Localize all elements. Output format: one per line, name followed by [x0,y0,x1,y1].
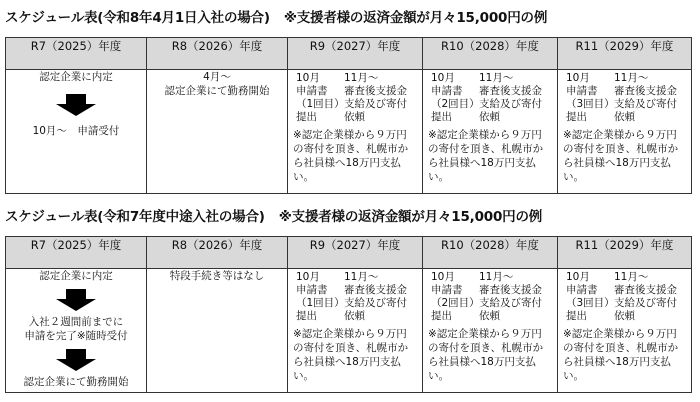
year-date: 10月 [296,271,320,283]
flow-step-start-work: 認定企業にて勤務開始 [23,376,129,388]
year-review: 審査後支援金 [344,85,407,97]
year-round: （3回目） [566,297,615,309]
header-r11: R11（2029）年度 [558,38,692,70]
year-payment: 支給及び寄付 [344,98,407,110]
year-round: （1回目） [296,297,345,309]
r10-cell [423,70,558,194]
r8-line2: 認定企業にて勤務開始 [164,85,270,97]
body-row [6,70,692,194]
r10-cell [423,269,558,393]
year-round: （1回目） [296,98,345,110]
r11-cell [558,70,692,194]
header-r11: R11（2029）年度 [558,237,692,269]
body-row [6,269,692,393]
year-round: （2回目） [431,297,480,309]
header-r9: R9（2027）年度 [288,237,423,269]
year-note: ※認定企業様から９万円の寄付を頂き、札幌市から社員様へ18万円支払い。 [428,328,544,382]
year-review: 審査後支援金 [479,284,542,296]
year-request: 依頼 [479,111,500,123]
year-date: 10月 [566,271,590,283]
year-request: 依頼 [344,111,365,123]
schedule-title-text: スケジュール表(令和8年4月1日入社の場合) [5,10,270,26]
year-from: 11月～ [614,72,649,84]
r7-cell [6,269,147,393]
r11-cell [558,269,692,393]
year-round: （3回目） [566,98,615,110]
year-submit: 提出 [431,310,452,322]
year-review: 審査後支援金 [614,284,677,296]
flow-step-application: 10月～ 申請受付 [32,125,120,137]
year-note: ※認定企業様から９万円の寄付を頂き、札幌市から社員様へ18万円支払い。 [293,328,409,382]
year-note: ※認定企業様から９万円の寄付を頂き、札幌市から社員様へ18万円支払い。 [293,129,409,183]
header-r9: R9（2027）年度 [288,38,423,70]
schedule-title-text: スケジュール表(令和7年度中途入社の場合) [5,209,265,225]
r9-cell [288,269,423,393]
year-from: 11月～ [344,72,379,84]
year-review: 審査後支援金 [614,85,677,97]
schedule-note: ※支援者様の返済金額が月々15,000円の例 [278,209,543,225]
r8-cell [147,269,288,393]
year-from: 11月～ [479,271,514,283]
year-form: 申請書 [431,85,463,97]
year-payment: 支給及び寄付 [479,98,542,110]
r8-line1: 特段手続き等はなし [169,270,265,282]
year-submit: 提出 [431,111,452,123]
year-payment: 支給及び寄付 [614,297,677,309]
header-r8: R8（2026）年度 [147,237,288,269]
year-from: 11月～ [614,271,649,283]
r7-flow [6,70,146,138]
down-arrow-icon [56,299,96,311]
year-request: 依頼 [614,310,635,322]
header-r10: R10（2028）年度 [423,237,558,269]
header-row [6,237,692,269]
year-payment: 支給及び寄付 [479,297,542,309]
year-form: 申請書 [431,284,463,296]
flow-step-offer: 認定企業に内定 [39,270,113,282]
down-arrow-icon [56,359,96,371]
year-submit: 提出 [566,310,587,322]
header-r8: R8（2026）年度 [147,38,288,70]
year-date: 10月 [431,271,455,283]
year-round: （2回目） [431,98,480,110]
year-form: 申請書 [296,85,328,97]
schedule-table-1 [5,37,692,194]
year-date: 10月 [566,72,590,84]
schedule-note: ※支援者様の返済金額が月々15,000円の例 [283,10,548,26]
header-r7: R7（2025）年度 [6,38,147,70]
r7-cell [6,70,147,194]
header-r7: R7（2025）年度 [6,237,147,269]
year-form: 申請書 [296,284,328,296]
year-form: 申請書 [566,284,598,296]
year-from: 11月～ [479,72,514,84]
flow-step-offer: 認定企業に内定 [39,71,113,83]
year-form: 申請書 [566,85,598,97]
year-payment: 支給及び寄付 [344,297,407,309]
year-payment: 支給及び寄付 [614,98,677,110]
year-note: ※認定企業様から９万円の寄付を頂き、札幌市から社員様へ18万円支払い。 [563,129,679,183]
year-note: ※認定企業様から９万円の寄付を頂き、札幌市から社員様へ18万円支払い。 [428,129,544,183]
r7-flow [6,269,146,389]
year-request: 依頼 [479,310,500,322]
year-request: 依頼 [344,310,365,322]
year-submit: 提出 [296,310,317,322]
schedule-title-1 [5,6,547,26]
flow-step-application: 入社２週間前までに 申請を完了※随時受付 [24,316,128,342]
r8-line1: 4月～ [203,71,231,83]
header-r10: R10（2028）年度 [423,38,558,70]
schedule-title-2 [5,205,542,225]
year-review: 審査後支援金 [344,284,407,296]
year-submit: 提出 [566,111,587,123]
down-arrow-icon [56,104,96,116]
r9-cell [288,70,423,194]
r8-cell [147,70,288,194]
header-row [6,38,692,70]
year-submit: 提出 [296,111,317,123]
year-note: ※認定企業様から９万円の寄付を頂き、札幌市から社員様へ18万円支払い。 [563,328,679,382]
year-date: 10月 [296,72,320,84]
year-review: 審査後支援金 [479,85,542,97]
schedule-table-2 [5,236,692,393]
year-request: 依頼 [614,111,635,123]
year-date: 10月 [431,72,455,84]
year-from: 11月～ [344,271,379,283]
